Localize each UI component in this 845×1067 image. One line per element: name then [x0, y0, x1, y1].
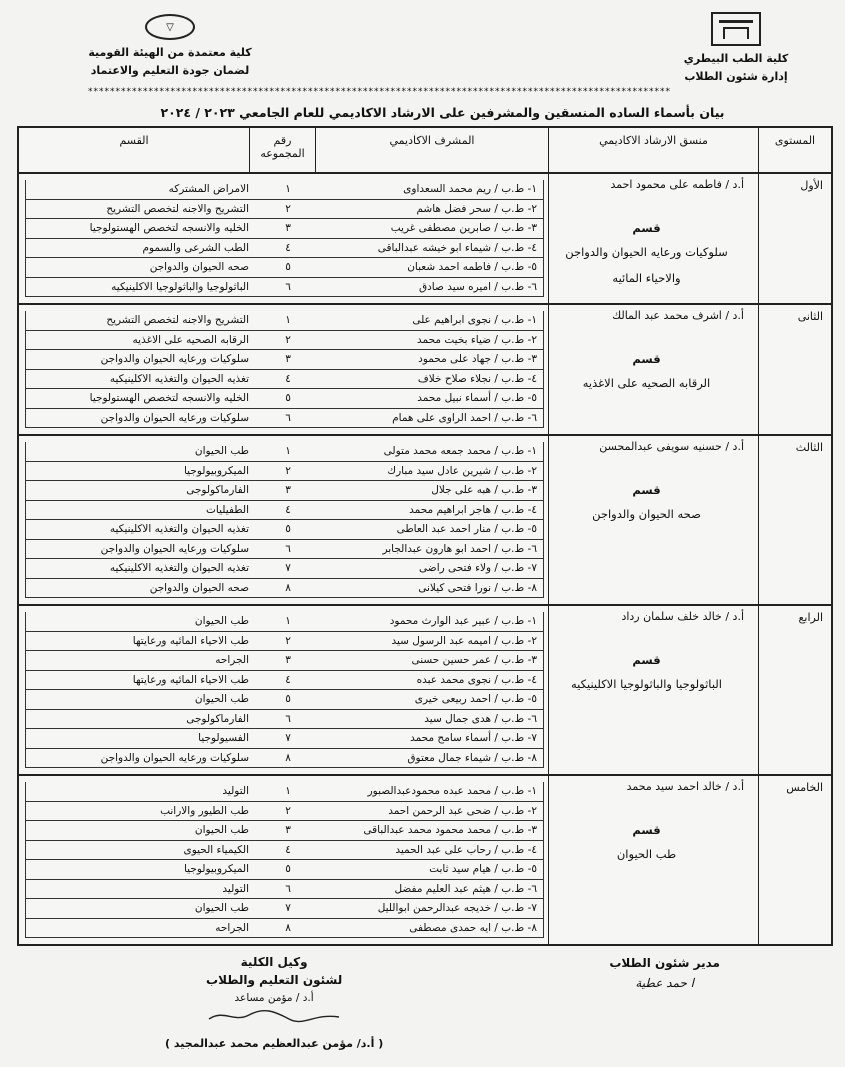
table-row	[25, 710, 544, 730]
group-cell: ٨	[255, 919, 321, 939]
supervisor-cell: ٤- ط.ب / نجوى محمد عبده	[321, 671, 544, 691]
header-supervisor: المشرف الاكاديمي	[315, 128, 548, 172]
group-cell: ٧	[255, 559, 321, 579]
supervisor-list	[19, 305, 548, 434]
group-cell: ٦	[255, 278, 321, 298]
department-cell: تغذيه الحيوان والتغذيه الاكلينيكيه	[25, 559, 255, 579]
department-cell: تغذيه الحيوان والتغذيه الاكلينيكيه	[25, 370, 255, 390]
department-cell: طب الحيوان	[25, 442, 255, 462]
accreditation-line-2: لضمان جودة التعليم والاعتماد	[90, 64, 250, 77]
supervisor-cell: ١- ط.ب / ريم محمد السعداوى	[321, 180, 544, 200]
supervisor-cell: ٣- ط.ب / عمر حسين حسنى	[321, 651, 544, 671]
table-body	[19, 174, 831, 944]
accreditation-line-1: كلية معتمدة من الهيئة القومية	[88, 46, 252, 59]
header-coordinator: منسق الارشاد الاكاديمي	[548, 128, 758, 172]
department-cell: الميكروبيولوجيا	[25, 462, 255, 482]
table-row	[25, 782, 544, 802]
group-cell: ٣	[255, 821, 321, 841]
supervisor-cell: ٦- ط.ب / احمد الراوى على همام	[321, 409, 544, 429]
group-cell: ٦	[255, 540, 321, 560]
table-row	[25, 239, 544, 259]
supervisor-list	[19, 174, 548, 303]
group-cell: ٥	[255, 520, 321, 540]
coordinator-dept-label: قسم	[632, 823, 661, 837]
department-cell: التشريح والاجنه لتخصص التشريح	[25, 200, 255, 220]
department-cell: طب الاحياء المائيه ورعايتها	[25, 671, 255, 691]
supervisor-cell: ٤- ط.ب / هاجر ابراهيم محمد	[321, 501, 544, 521]
table-row	[25, 520, 544, 540]
coordinator-dept: الرقابه الصحيه على الاغذيه	[582, 376, 711, 390]
supervisor-cell: ٦- ط.ب / اميره سيد صادق	[321, 278, 544, 298]
department-cell: الطب الشرعى والسموم	[25, 239, 255, 259]
supervisor-cell: ٢- ط.ب / اميمه عبد الرسول سيد	[321, 632, 544, 652]
supervisor-cell: ٤- ط.ب / شيماء ابو خيشه عبدالباقى	[321, 239, 544, 259]
header-group: رقم المجموعه	[249, 128, 315, 172]
coordinator-dept-label: قسم	[632, 352, 661, 366]
supervisor-cell: ٥- ط.ب / احمد ربيعى خيرى	[321, 690, 544, 710]
table-row	[25, 481, 544, 501]
group-cell: ٨	[255, 579, 321, 599]
table-row	[25, 749, 544, 769]
table-row	[25, 219, 544, 239]
department-cell: التوليد	[25, 880, 255, 900]
supervisor-cell: ٥- ط.ب / فاطمه احمد شعبان	[321, 258, 544, 278]
group-cell: ٣	[255, 651, 321, 671]
table-row	[25, 899, 544, 919]
department-cell: سلوكيات ورعايه الحيوان والدواجن	[25, 540, 255, 560]
table-row	[25, 442, 544, 462]
department-cell: الفسيولوجيا	[25, 729, 255, 749]
header-department: القسم	[119, 134, 149, 147]
department-cell: طب الاحياء المائيه ورعايتها	[25, 632, 255, 652]
table-row	[25, 409, 544, 429]
vice-dean-signed-name: أ.د / مؤمن مساعد	[234, 992, 314, 1004]
faculty-name: كلية الطب البيطري	[683, 52, 789, 65]
supervisor-cell: ٢- ط.ب / ضحى عبد الرحمن احمد	[321, 802, 544, 822]
department-cell: التشريح والاجنه لتخصص التشريح	[25, 311, 255, 331]
table-row	[25, 180, 544, 200]
coordinator-dept-label: قسم	[632, 221, 661, 235]
table-row	[25, 690, 544, 710]
supervisor-cell: ٢- ط.ب / شيرين عادل سيد مبارك	[321, 462, 544, 482]
table-row	[25, 671, 544, 691]
table-row	[25, 612, 544, 632]
table-row	[25, 821, 544, 841]
table-row	[25, 278, 544, 298]
group-cell: ٦	[255, 710, 321, 730]
department-cell: الميكروبيولوجيا	[25, 860, 255, 880]
coordinator-cell	[548, 606, 758, 774]
student-affairs-name: ا حمد عطية	[635, 976, 695, 990]
supervisor-cell: ٥- ط.ب / هيام سيد ثابت	[321, 860, 544, 880]
department-cell: الجراحه	[25, 651, 255, 671]
department-cell: سلوكيات ورعايه الحيوان والدواجن	[25, 749, 255, 769]
group-cell: ١	[255, 311, 321, 331]
group-cell: ٢	[255, 632, 321, 652]
department-cell: صحه الحيوان والدواجن	[25, 258, 255, 278]
coordinator-dept: طب الحيوان	[616, 847, 677, 861]
header-level: المستوى	[758, 128, 831, 172]
coordinator-cell	[548, 174, 758, 303]
table-row	[25, 540, 544, 560]
group-cell: ٣	[255, 350, 321, 370]
supervisor-cell: ٨- ط.ب / ايه حمدى مصطفى	[321, 919, 544, 939]
student-affairs-signature	[609, 953, 720, 993]
group-cell: ٤	[255, 370, 321, 390]
department-cell: طب الحيوان	[25, 690, 255, 710]
coordinator-dept-label: قسم	[632, 483, 661, 497]
department-cell: الرقابه الصحيه على الاغذيه	[25, 331, 255, 351]
table-row	[25, 802, 544, 822]
department-cell: طب الحيوان	[25, 821, 255, 841]
coordinator-cell	[548, 776, 758, 944]
advising-table	[17, 126, 833, 946]
department-cell: طب الطيور والارانب	[25, 802, 255, 822]
vice-dean-full-name: ( أ.د/ مؤمن عبدالعظيم محمد عبدالمجيد )	[165, 1037, 384, 1050]
supervisor-cell: ١- ط.ب / محمد عبده محمودعبدالصبور	[321, 782, 544, 802]
supervisor-cell: ٦- ط.ب / هيثم عبد العليم مفضل	[321, 880, 544, 900]
level-block	[19, 776, 831, 944]
group-cell: ٢	[255, 331, 321, 351]
coordinator-dept: صحه الحيوان والدواجن	[592, 507, 701, 521]
supervisor-cell: ٨- ط.ب / نورا فتحى كيلانى	[321, 579, 544, 599]
department-cell: الباثولوجيا والباثولوجيا الاكلينيكيه	[25, 278, 255, 298]
table-row	[25, 258, 544, 278]
accreditation-header	[80, 14, 260, 80]
level-cell: الرابع	[758, 606, 831, 774]
supervisor-cell: ٢- ط.ب / سحر فضل هاشم	[321, 200, 544, 220]
group-cell: ٣	[255, 219, 321, 239]
level-cell: الأول	[758, 174, 831, 303]
department-cell: التوليد	[25, 782, 255, 802]
supervisor-cell: ٤- ط.ب / رحاب على عبد الحميد	[321, 841, 544, 861]
supervisor-cell: ٧- ط.ب / خديجه عبدالرحمن ابوالليل	[321, 899, 544, 919]
department-cell: الامراض المشتركه	[25, 180, 255, 200]
supervisor-cell: ١- ط.ب / محمد جمعه محمد متولى	[321, 442, 544, 462]
table-row	[25, 632, 544, 652]
table-row	[25, 462, 544, 482]
group-cell: ٢	[255, 802, 321, 822]
group-cell: ٥	[255, 690, 321, 710]
department-cell: الخليه والانسجه لتخصص الهستولوجيا	[25, 389, 255, 409]
document-title: بيان بأسماء الساده المنسقين والمشرفين على الارشاد الاكاديمي للعام الجامعي ٢٠٢٣ / ٢٠٢٤	[160, 105, 725, 120]
group-cell: ٥	[255, 258, 321, 278]
supervisor-list	[19, 776, 548, 944]
department-cell: الفارماكولوجى	[25, 481, 255, 501]
supervisor-cell: ٥- ط.ب / منار احمد عبد العاطى	[321, 520, 544, 540]
table-row	[25, 919, 544, 939]
department-cell: تغذيه الحيوان والتغذيه الاكلينيكيه	[25, 520, 255, 540]
supervisor-cell: ٦- ط.ب / هدى جمال سيد	[321, 710, 544, 730]
table-row	[25, 651, 544, 671]
level-cell: الخامس	[758, 776, 831, 944]
group-cell: ٤	[255, 239, 321, 259]
group-cell: ١	[255, 612, 321, 632]
department-cell: سلوكيات ورعايه الحيوان والدواجن	[25, 350, 255, 370]
department-cell: طب الحيوان	[25, 899, 255, 919]
group-cell: ٢	[255, 462, 321, 482]
group-cell: ٤	[255, 501, 321, 521]
group-cell: ٧	[255, 899, 321, 919]
table-row	[25, 729, 544, 749]
department-cell: الفارماكولوجى	[25, 710, 255, 730]
group-cell: ٤	[255, 671, 321, 691]
supervisor-cell: ٢- ط.ب / ضياء بخيت محمد	[321, 331, 544, 351]
table-row	[25, 350, 544, 370]
table-row	[25, 331, 544, 351]
coordinator-name: أ.د / خالد احمد سيد محمد	[626, 780, 744, 793]
coordinator-name: أ.د / حسنيه سويفى عبدالمحسن	[599, 440, 744, 453]
level-block	[19, 305, 831, 436]
table-row	[25, 389, 544, 409]
supervisor-list	[19, 436, 548, 604]
department-cell: الخليه والانسجه لتخصص الهستولوجيا	[25, 219, 255, 239]
department-cell: طب الحيوان	[25, 612, 255, 632]
table-row	[25, 200, 544, 220]
level-cell: الثانى	[758, 305, 831, 434]
coordinator-cell	[548, 305, 758, 434]
coordinator-dept-label: قسم	[632, 653, 661, 667]
group-cell: ٤	[255, 841, 321, 861]
signature-scribble-icon	[204, 1007, 344, 1025]
department-cell: صحه الحيوان والدواجن	[25, 579, 255, 599]
supervisor-cell: ٥- ط.ب / أسماء نبيل محمد	[321, 389, 544, 409]
group-cell: ٨	[255, 749, 321, 769]
department-cell: الجراحه	[25, 919, 255, 939]
level-block	[19, 174, 831, 305]
group-cell: ١	[255, 782, 321, 802]
table-row	[25, 841, 544, 861]
student-affairs-dept: إدارة شئون الطلاب	[684, 70, 788, 83]
level-block	[19, 606, 831, 776]
group-cell: ٦	[255, 409, 321, 429]
coordinator-cell	[548, 436, 758, 604]
group-cell: ٦	[255, 880, 321, 900]
group-cell: ٣	[255, 481, 321, 501]
group-cell: ١	[255, 442, 321, 462]
department-cell: الطفيليات	[25, 501, 255, 521]
supervisor-list	[19, 606, 548, 774]
table-row	[25, 880, 544, 900]
coordinator-name: أ.د / خالد خلف سلمان رداد	[621, 610, 744, 623]
coordinator-name: أ.د / اشرف محمد عبد المالك	[612, 309, 744, 322]
vice-dean-subtitle: لشئون التعليم والطلاب	[206, 973, 343, 987]
supervisor-cell: ٧- ط.ب / أسماء سامح محمد	[321, 729, 544, 749]
vice-dean-title: وكيل الكلية	[240, 955, 308, 969]
supervisor-cell: ٧- ط.ب / ولاء فتحى راضى	[321, 559, 544, 579]
coordinator-dept: سلوكيات ورعايه الحيوان والدواجن والاحياء المائيه	[565, 245, 728, 285]
supervisor-cell: ٨- ط.ب / شيماء جمال معتوق	[321, 749, 544, 769]
supervisor-cell: ٣- ط.ب / صابرين مصطفى غريب	[321, 219, 544, 239]
table-row	[25, 501, 544, 521]
faculty-logo-icon	[711, 12, 761, 46]
table-row	[25, 559, 544, 579]
table-row	[25, 860, 544, 880]
supervisor-cell: ٦- ط.ب / احمد ابو هارون عبدالجابر	[321, 540, 544, 560]
coordinator-dept: الباثولوجيا والباثولوجيا الاكلينيكيه	[571, 677, 722, 691]
vice-dean-signature	[165, 953, 383, 1053]
group-cell: ١	[255, 180, 321, 200]
student-affairs-title: مدير شئون الطلاب	[609, 956, 720, 970]
table-row	[25, 370, 544, 390]
supervisor-cell: ٣- ط.ب / جهاد على محمود	[321, 350, 544, 370]
level-block	[19, 436, 831, 606]
group-cell: ٢	[255, 200, 321, 220]
group-cell: ٧	[255, 729, 321, 749]
table-row	[25, 579, 544, 599]
supervisor-cell: ٣- ط.ب / هبه على جلال	[321, 481, 544, 501]
table-header	[19, 128, 831, 174]
accreditation-seal-icon: ▽	[145, 14, 195, 40]
department-cell: سلوكيات ورعايه الحيوان والدواجن	[25, 409, 255, 429]
supervisor-cell: ٣- ط.ب / محمد محمود محمد عبدالباقى	[321, 821, 544, 841]
level-cell: الثالث	[758, 436, 831, 604]
table-row	[25, 311, 544, 331]
department-cell: الكيمياء الحيوى	[25, 841, 255, 861]
supervisor-cell: ١- ط.ب / نجوى ابراهيم على	[321, 311, 544, 331]
group-cell: ٥	[255, 389, 321, 409]
supervisor-cell: ١- ط.ب / عبير عبد الوارث محمود	[321, 612, 544, 632]
coordinator-name: أ.د / فاطمه على محمود احمد	[610, 178, 744, 191]
supervisor-cell: ٤- ط.ب / نجلاء صلاح خلاف	[321, 370, 544, 390]
stars-divider: **********************************************************************************************************	[88, 87, 671, 97]
group-cell: ٥	[255, 860, 321, 880]
faculty-header	[651, 12, 821, 86]
